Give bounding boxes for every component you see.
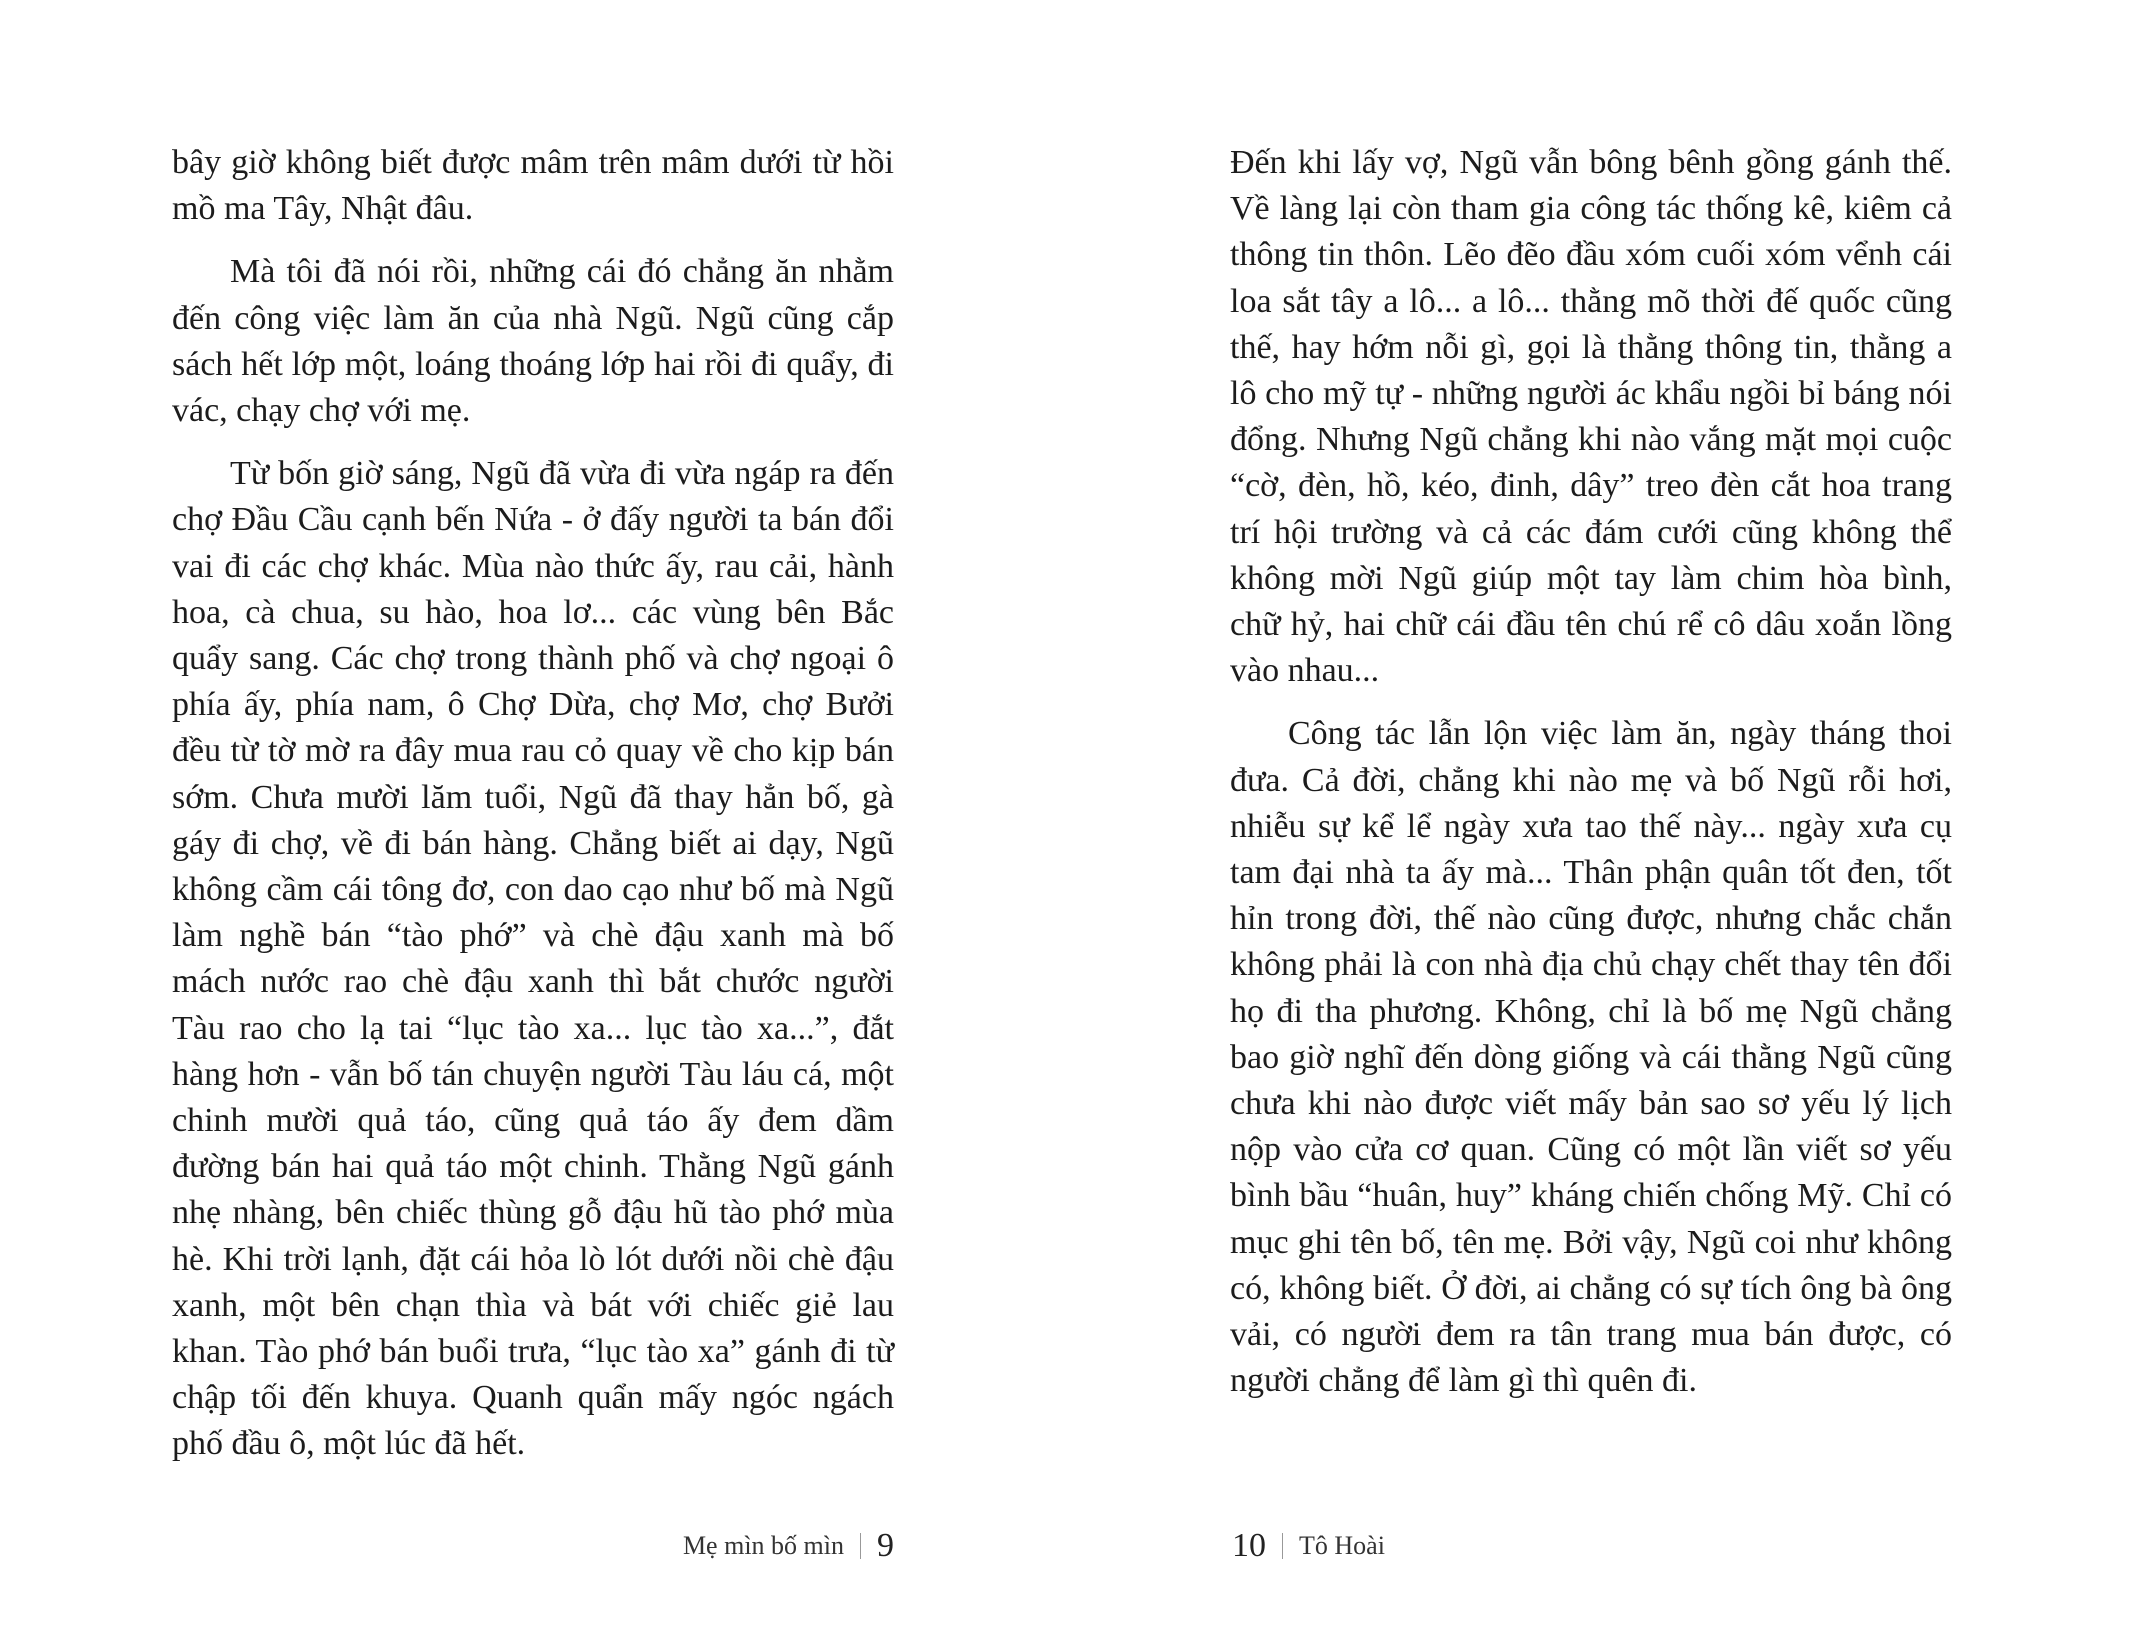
left-paragraph-3: Từ bốn giờ sáng, Ngũ đã vừa đi vừa ngáp ra đến chợ Đầu Cầu cạnh bến Nứa - ở đấy người ta bán đổi vai đi các chợ khác. Mùa nào thức ấy, rau cải, hành hoa, cà chua, su hào, hoa lơ... các vùng bên Bắc quẩy sang. Các chợ trong thành phố và chợ ngoại ô phía ấy, phía nam, ô Chợ Dừa, chợ Mơ, chợ Bưởi đều từ tờ mờ ra đây mua rau cỏ quay về cho kịp bán sớm. Chưa mười lăm tuổi, Ngũ đã thay hẳn bố, gà gáy đi chợ, về đi bán hàng. Chẳng biết ai dạy, Ngũ không cầm cái tông đơ, con dao cạo như bố mà Ngũ làm nghề bán “tào phớ” và chè đậu xanh mà bố mách nước rao chè đậu xanh thì bắt chước người Tàu rao cho lạ tai “lục tào xa... lục tào xa...”, đắt hàng hơn - vẫn bố tán chuyện người Tàu láu cá, một chinh mười quả táo, cũng quả táo ấy đem dầm đường bán hai quả táo một chinh. Thằng Ngũ gánh nhẹ nhàng, bên chiếc thùng gỗ đậu hũ tào phớ mùa hè. Khi trời lạnh, đặt cái hỏa lò lót dưới nồi chè đậu xanh, một bên chạn thìa và bát với chiếc giẻ lau khan. Tào phớ bán buổi trưa, “lục tào xa” gánh đi từ chập tối đến khuya. Quanh quẩn mấy ngóc ngách phố đầu ô, một lúc đã hết. [172, 455, 894, 1463]
left-page-footer [683, 1526, 894, 1566]
footer-divider [860, 1533, 861, 1559]
left-page-number: 9 [877, 1527, 894, 1564]
book-title: Mẹ mìn bố mìn [682, 1531, 844, 1560]
right-page-footer [1232, 1526, 1385, 1566]
footer-divider [1282, 1533, 1283, 1559]
author-name: Tô Hoài [1299, 1531, 1385, 1560]
left-paragraph-2: Mà tôi đã nói rồi, những cái đó chẳng ăn nhằm đến công việc làm ăn của nhà Ngũ. Ngũ cũng cắp sách hết lớp một, loáng thoáng lớp hai rồi đi quẩy, đi vác, chạy chợ với mẹ. [172, 253, 894, 430]
right-page-number: 10 [1232, 1527, 1266, 1564]
right-page-text [1230, 140, 1952, 1421]
left-paragraph-1: bây giờ không biết được mâm trên mâm dưới từ hồi mồ ma Tây, Nhật đâu. [172, 144, 894, 228]
right-page [1070, 0, 2139, 1646]
right-paragraph-1: Đến khi lấy vợ, Ngũ vẫn bông bênh gồng gánh thế. Về làng lại còn tham gia công tác thống kê, kiêm cả thông tin thôn. Lẽo đẽo đầu xóm cuối xóm vểnh cái loa sắt tây a lô... a lô... thằng mõ thời đế quốc cũng thế, hay hớm nỗi gì, gọi là thằng thông tin, thằng a lô cho mỹ tự - những người ác khẩu ngồi bỉ báng nói đổng. Nhưng Ngũ chẳng khi nào vắng mặt mọi cuộc “cờ, đèn, hồ, kéo, đinh, dây” treo đèn cắt hoa trang trí hội trường và cả các đám cưới cũng không thể không mời Ngũ giúp một tay làm chim hòa bình, chữ hỷ, hai chữ cái đầu tên chú rể cô dâu xoắn lồng vào nhau... [1230, 144, 1952, 690]
left-page-text [172, 140, 894, 1485]
right-paragraph-2: Công tác lẫn lộn việc làm ăn, ngày tháng thoi đưa. Cả đời, chẳng khi nào mẹ và bố Ngũ rỗi hơi, nhiễu sự kể lể ngày xưa tao thế này... ngày xưa cụ tam đại nhà ta ấy mà... Thân phận quân tốt đen, tốt hỉn trong đời, thế nào cũng được, nhưng chắc chắn không phải là con nhà địa chủ chạy chết thay tên đổi họ đi tha phương. Không, chỉ là bố mẹ Ngũ chẳng bao giờ nghĩ đến dòng giống và cái thằng Ngũ cũng chưa khi nào được viết mấy bản sao sơ yếu lý lịch nộp vào cửa cơ quan. Cũng có một lần viết sơ yếu bình bầu “huân, huy” kháng chiến chống Mỹ. Chỉ có mục ghi tên bố, tên mẹ. Bởi vậy, Ngũ coi như không có, không biết. Ở đời, ai chẳng có sự tích ông bà ông vải, có người đem ra tân trang mua bán được, có người chẳng để làm gì thì quên đi. [1230, 715, 1952, 1400]
